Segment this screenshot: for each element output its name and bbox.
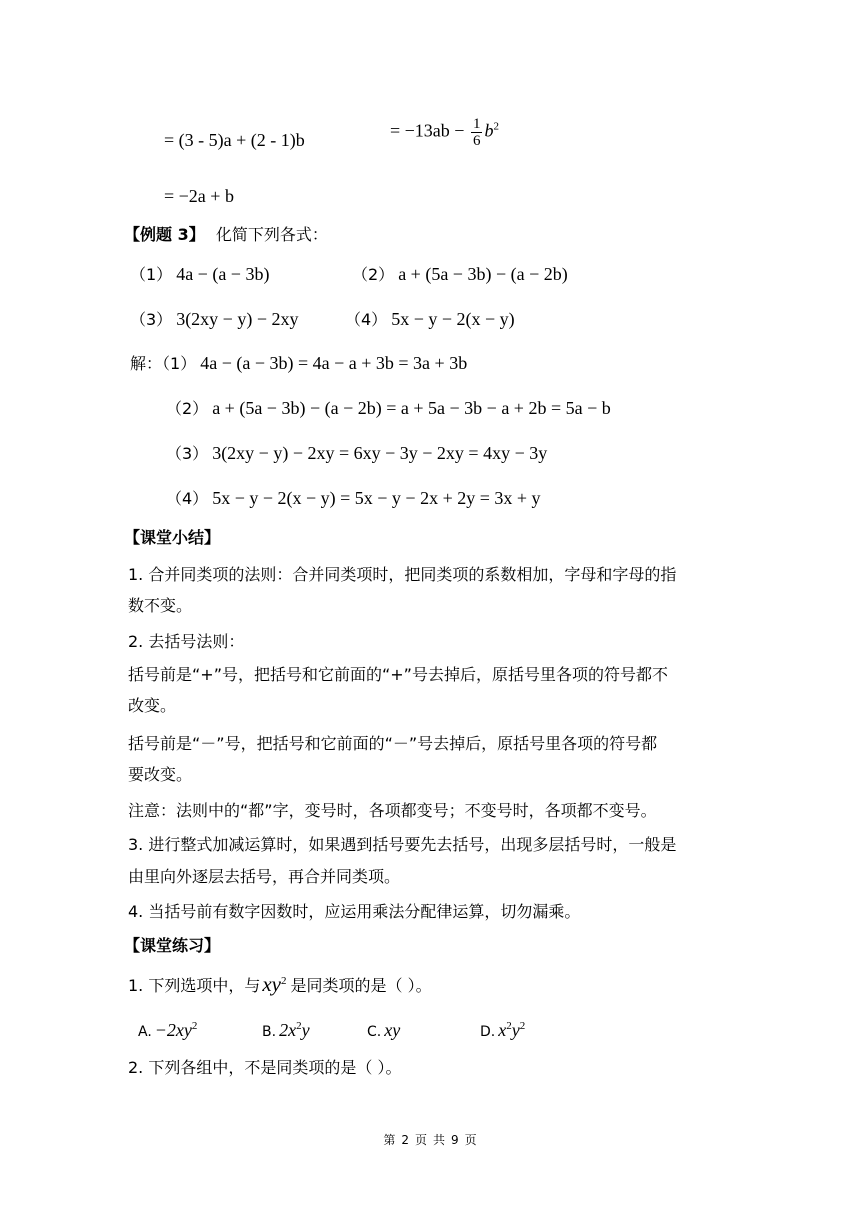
- footer-di: 第: [383, 1133, 396, 1147]
- option-b[interactable]: [262, 1018, 310, 1043]
- option-exponent: 2: [296, 1020, 302, 1032]
- example3-item-1: [130, 262, 269, 286]
- footer-ye2: 页: [464, 1133, 477, 1147]
- option-d[interactable]: [480, 1018, 525, 1043]
- option-base: xy: [384, 1020, 401, 1040]
- calc-right-var: b: [484, 120, 494, 141]
- step-expression: 4a − (a − 3b) = 4a − a + 3b = 3a + 3b: [200, 353, 468, 373]
- item-label: （3）: [130, 310, 173, 329]
- summary-line-1: 1. 合并同类项的法则：合并同类项时，把同类项的系数相加，字母和字母的指: [128, 565, 677, 584]
- step-label: （2）: [166, 399, 209, 418]
- summary-line-10: 由里向外逐层去括号，再合并同类项。: [128, 867, 401, 886]
- summary-line-9: 3. 进行整式加减运算时，如果遇到括号要先去括号，出现多层括号时，一般是: [128, 835, 677, 854]
- option-exponent: 2: [506, 1020, 512, 1032]
- fraction-denominator: 6: [472, 133, 481, 149]
- example3-item-4: [345, 307, 515, 331]
- fraction: [471, 116, 483, 149]
- solution-step-3: [166, 441, 547, 465]
- summary-line-2: 数不变。: [128, 596, 193, 615]
- summary-line-5: 改变。: [128, 696, 177, 715]
- option-label: D.: [480, 1024, 496, 1040]
- calc-line-2: = −2a + b: [164, 186, 234, 206]
- example3-line: [124, 224, 328, 246]
- footer-total-pages: 9: [451, 1133, 459, 1147]
- summary-heading: 【课堂小结】: [124, 528, 221, 547]
- option-label: B.: [262, 1024, 277, 1040]
- summary-line-8: 注意：法则中的“都”字，变号时，各项都变号；不变号时，各项都不变号。: [128, 801, 657, 820]
- option-label: A.: [138, 1024, 152, 1040]
- question-1-prefix: 1. 下列选项中，与: [128, 976, 261, 995]
- example3-item-3: [130, 307, 298, 331]
- footer-ye: 页: [414, 1133, 427, 1147]
- option-base: 2x: [279, 1020, 297, 1040]
- summary-line-7: 要改变。: [128, 765, 193, 784]
- calc-right-prefix: = −13ab −: [390, 120, 465, 141]
- step-expression: 3(2xy − y) − 2xy = 6xy − 3y − 2xy = 4xy − 3y: [212, 443, 548, 463]
- summary-line-6: 括号前是“－”号，把括号和它前面的“－”号去掉后，原括号里各项的符号都: [128, 734, 658, 753]
- fraction-numerator: 1: [472, 116, 481, 132]
- option-c[interactable]: [367, 1018, 400, 1043]
- option-base: −2xy: [154, 1020, 192, 1040]
- step-label: （1）: [162, 354, 197, 373]
- solution-prefix: 解：: [130, 354, 163, 373]
- footer-gong: 共: [433, 1133, 446, 1147]
- calc-right-exponent: 2: [493, 120, 499, 133]
- item-label: （1）: [130, 265, 173, 284]
- example3-item-2: [352, 262, 568, 286]
- step-expression: 5x − y − 2(x − y) = 5x − y − 2x + 2y = 3x + y: [212, 488, 541, 508]
- question-2: 2. 下列各组中，不是同类项的是（ ）。: [128, 1058, 402, 1077]
- question-1-term: xy: [262, 972, 282, 996]
- step-label: （3）: [166, 444, 209, 463]
- question-1: [128, 972, 432, 997]
- item-expression: 5x − y − 2(x − y): [391, 309, 515, 329]
- item-label: （4）: [345, 310, 388, 329]
- calc-line-1-right: [390, 116, 499, 149]
- item-label: （2）: [352, 265, 395, 284]
- option-tail: y: [511, 1020, 520, 1040]
- item-expression: 3(2xy − y) − 2xy: [176, 309, 299, 329]
- solution-step-2: [166, 396, 611, 420]
- summary-line-11: 4. 当括号前有数字因数时，应运用乘法分配律运算，切勿漏乘。: [128, 902, 581, 921]
- solution-step-1: [130, 351, 467, 375]
- item-expression: 4a − (a − 3b): [176, 264, 270, 284]
- option-tail: y: [301, 1020, 310, 1040]
- item-expression: a + (5a − 3b) − (a − 2b): [398, 264, 568, 284]
- question-1-exponent: 2: [281, 975, 287, 987]
- question-1-suffix: 是同类项的是（ ）。: [290, 976, 432, 995]
- summary-line-3: 2. 去括号法则：: [128, 632, 245, 651]
- option-a[interactable]: [138, 1018, 197, 1043]
- footer-page-number: 2: [401, 1133, 409, 1147]
- example3-instruction: 化简下列各式：: [215, 225, 328, 244]
- option-base: x: [498, 1020, 507, 1040]
- option-exponent: 2: [191, 1020, 198, 1032]
- solution-step-4: [166, 486, 541, 510]
- summary-line-4: 括号前是“+”号，把括号和它前面的“+”号去掉后，原括号里各项的符号都不: [128, 665, 668, 684]
- step-label: （4）: [166, 489, 209, 508]
- practice-heading: 【课堂练习】: [124, 936, 221, 955]
- option-label: C.: [367, 1024, 382, 1040]
- step-expression: a + (5a − 3b) − (a − 2b) = a + 5a − 3b − a + 2b = 5a − b: [212, 398, 611, 418]
- page-footer: [0, 1131, 860, 1148]
- option-exponent-2: 2: [519, 1020, 526, 1032]
- example3-heading: 【例题 3】: [124, 225, 205, 244]
- calc-line-1-left: = (3 - 5)a + (2 - 1)b: [164, 130, 305, 150]
